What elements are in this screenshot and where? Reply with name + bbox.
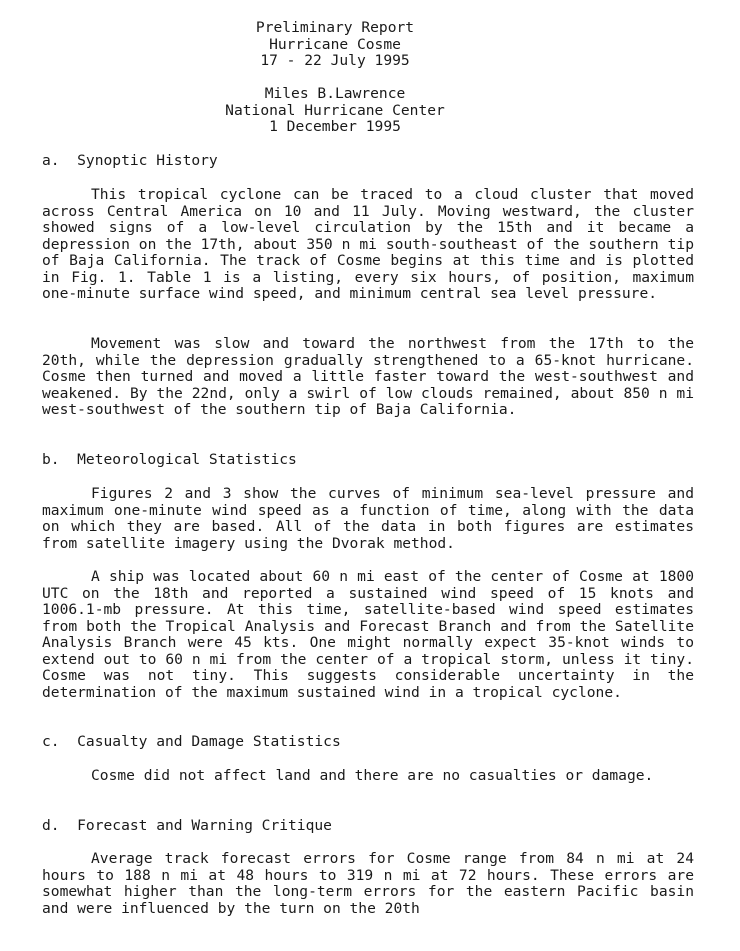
paragraph-forecast-1: Average track forecast errors for Cosme range from 84 n mi at 24 hours to 188 n mi at 48 hours to 319 n mi at 72 hours. These errors are somewhat higher than the long-term errors for the eastern Pacific basin and were influenced by the turn on the 20th [42,850,694,917]
paragraph-casualty-1: Cosme did not affect land and there are no casualties or damage. [91,767,654,784]
organization: National Hurricane Center [225,101,445,119]
storm-dates: 17 - 22 July 1995 [260,52,410,69]
section-heading-synoptic-history: a. Synoptic History [42,152,218,169]
report-title: Preliminary Report [255,19,415,36]
paragraph-meteorological-2: A ship was located about 60 n mi east of the center of Cosme at 1800 UTC on the 18th and reported a sustained wind speed of 15 knots and 1006.1-mb pressure. At this time, satellite-based wind speed estimates from both the Tropical Analysis and Forecast Branch and from the Satellite Analysis Branch were 45 kts. One might normally expect 35-knot winds to extend out to 60 n mi from the center of a tropical storm, unless it tiny. Cosme was not tiny. This suggests considerable uncertainty in the determination of the maximum sustained wind in a tropical cyclone. [42,568,694,701]
report-header [0,20,670,136]
storm-name: Hurricane Cosme [269,35,401,53]
section-heading-casualty-damage: c. Casualty and Damage Statistics [42,733,341,750]
section-heading-forecast-critique: d. Forecast and Warning Critique [42,817,332,834]
author-name: Miles B.Lawrence [264,85,406,102]
paragraph-meteorological-1: Figures 2 and 3 show the curves of minimum sea-level pressure and maximum one-minute wind speed as a function of time, along with the data on which they are based. All of the data in both figures are estimates from satellite imagery using the Dvorak method. [42,485,694,552]
section-heading-meteorological-statistics: b. Meteorological Statistics [42,451,297,468]
paragraph-synoptic-2: Movement was slow and toward the northwest from the 17th to the 20th, while the depression gradually strengthened to a 65-knot hurricane. Cosme then turned and moved a little faster toward the west-southwest and weakened. By the 22nd, only a swirl of low clouds remained, about 850 n mi west-southwest of the southern tip of Baja California. [42,335,694,418]
paragraph-synoptic-1: This tropical cyclone can be traced to a cloud cluster that moved across Central America on 10 and 11 July. Moving westward, the cluster showed signs of a low-level circulation by the 15th and it became a depression on the 17th, about 350 n mi south-southeast of the southern tip of Baja California. The track of Cosme begins at this time and is plotted in Fig. 1. Table 1 is a listing, every six hours, of position, maximum one-minute surface wind speed, and minimum central sea level pressure. [42,186,694,302]
report-date: 1 December 1995 [269,118,401,135]
